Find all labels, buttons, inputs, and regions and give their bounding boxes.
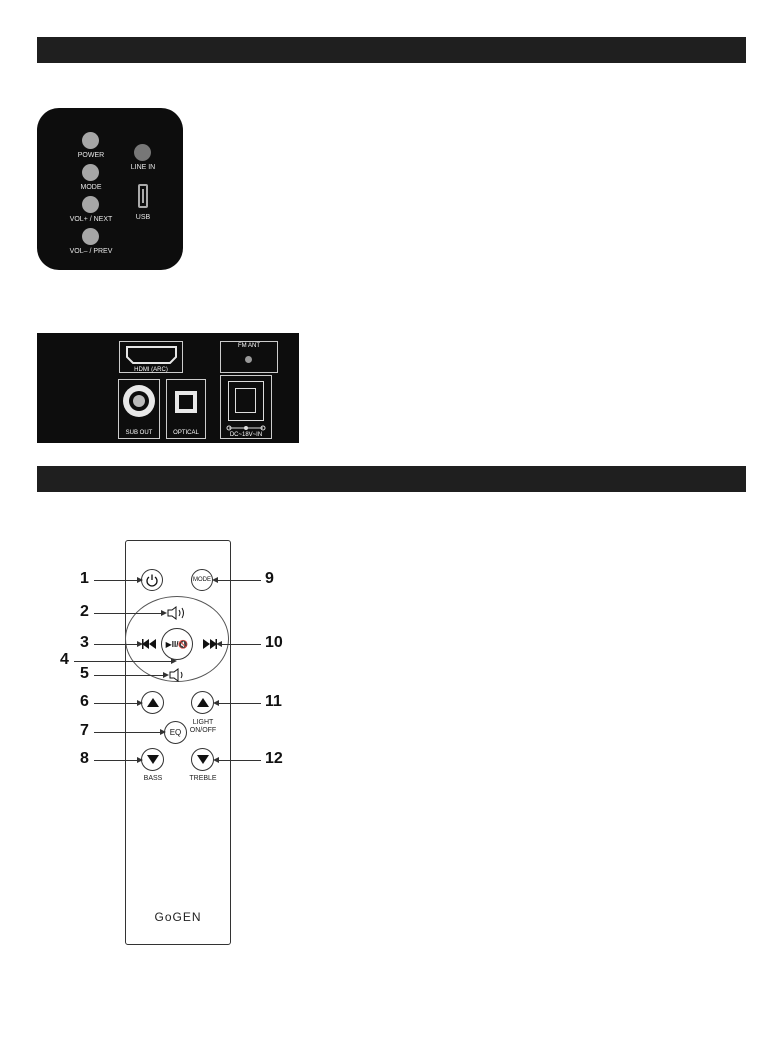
vol-down-prev-label: VOL– / PREV	[69, 248, 113, 255]
treble-label: TREBLE	[189, 775, 217, 782]
sub-out-label: SUB OUT	[125, 430, 153, 436]
arrow-up-icon	[197, 698, 209, 707]
usb-label: USB	[135, 214, 151, 221]
optical-port[interactable]	[175, 391, 197, 413]
remote-mode-button[interactable]: MODE	[191, 569, 213, 591]
callout-8-leader	[94, 760, 140, 761]
bass-down-button[interactable]	[141, 748, 164, 771]
callout-3-leader	[94, 644, 140, 645]
vol-up-next-label: VOL+ / NEXT	[69, 216, 113, 223]
volume-down-icon[interactable]	[168, 668, 190, 682]
callout-5: 5	[80, 665, 89, 682]
next-track-icon[interactable]	[203, 639, 217, 649]
power-label: POWER	[77, 152, 105, 159]
previous-track-icon[interactable]	[142, 639, 156, 649]
fm-ant-label: FM ANT	[238, 343, 260, 349]
vol-down-prev-button[interactable]	[82, 228, 99, 245]
sub-out-jack[interactable]	[123, 385, 155, 417]
light-label-line1: LIGHT	[192, 719, 214, 726]
brand-logo: GoGEN	[154, 910, 202, 924]
mode-button[interactable]	[82, 164, 99, 181]
dc-in-socket[interactable]	[228, 381, 264, 421]
callout-4-leader	[74, 661, 174, 662]
callout-3: 3	[80, 634, 89, 651]
callout-6: 6	[80, 693, 89, 710]
callout-2-leader	[94, 613, 164, 614]
callout-8: 8	[80, 750, 89, 767]
arrow-down-icon	[147, 755, 159, 764]
callout-7-leader	[94, 732, 163, 733]
power-button[interactable]	[82, 132, 99, 149]
callout-7: 7	[80, 722, 89, 739]
bass-up-button[interactable]	[141, 691, 164, 714]
arrow-up-icon	[147, 698, 159, 707]
vol-up-next-button[interactable]	[82, 196, 99, 213]
callout-4: 4	[60, 651, 69, 668]
bass-label: BASS	[143, 775, 163, 782]
callout-2: 2	[80, 603, 89, 620]
fm-antenna-jack[interactable]	[245, 356, 252, 363]
callout-11: 11	[265, 693, 282, 710]
rear-connection-panel	[37, 333, 299, 443]
hdmi-port-icon	[121, 344, 182, 366]
callout-5-leader	[94, 675, 166, 676]
callout-9: 9	[265, 570, 274, 587]
top-control-panel	[37, 108, 183, 270]
callout-12-leader	[216, 760, 261, 761]
line-in-label: LINE IN	[130, 164, 156, 171]
callout-12: 12	[265, 750, 283, 767]
callout-9-leader	[215, 580, 261, 581]
dc-polarity-icon	[226, 425, 266, 431]
usb-port[interactable]	[138, 184, 148, 208]
callout-1-leader	[94, 580, 140, 581]
callout-6-leader	[94, 703, 140, 704]
arrow-down-icon	[197, 755, 209, 764]
eq-button[interactable]: EQ	[164, 721, 187, 744]
section-header-bar	[37, 466, 746, 492]
light-label-line2: ON/OFF	[189, 727, 217, 734]
callout-1: 1	[80, 570, 89, 587]
treble-down-button[interactable]	[191, 748, 214, 771]
section-header-bar	[37, 37, 746, 63]
hdmi-label: HDMI (ARC)	[134, 367, 168, 373]
light-button[interactable]	[191, 691, 214, 714]
callout-11-leader	[216, 703, 261, 704]
power-icon	[145, 573, 159, 587]
callout-10: 10	[265, 634, 283, 651]
remote-power-button[interactable]	[141, 569, 163, 591]
line-in-jack[interactable]	[134, 144, 151, 161]
volume-up-icon[interactable]	[166, 606, 188, 620]
optical-label: OPTICAL	[173, 430, 199, 436]
play-pause-mute-button[interactable]: ▶II/🔇	[161, 628, 193, 660]
dc-in-label: DC~18V~IN	[229, 432, 263, 438]
callout-10-leader	[219, 644, 261, 645]
mode-label: MODE	[80, 184, 102, 191]
